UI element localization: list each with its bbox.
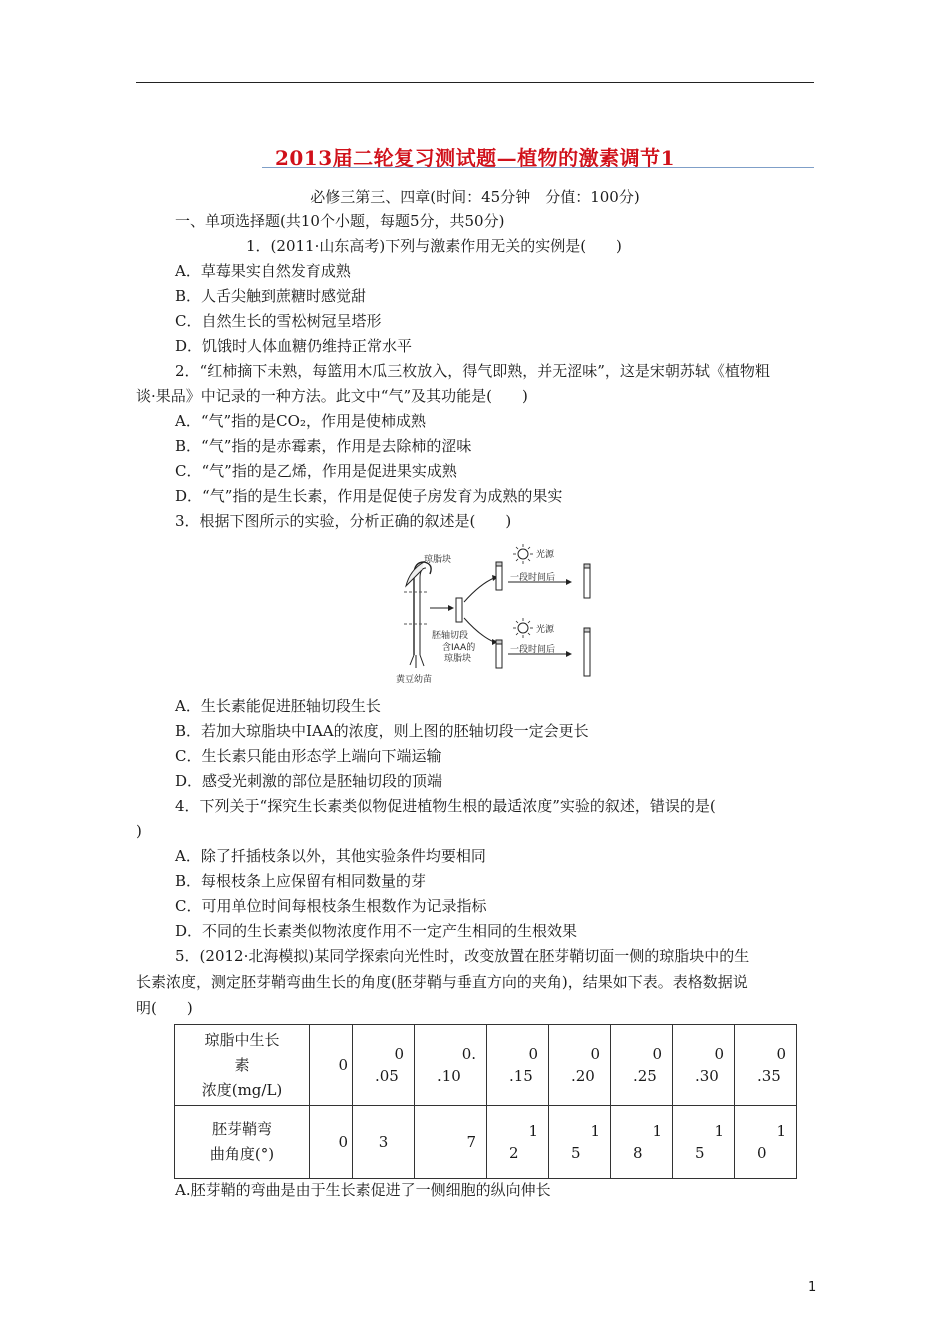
arrow-head xyxy=(448,605,454,611)
cell-top: 0 xyxy=(394,1045,404,1063)
title-underline xyxy=(262,167,814,168)
header-line: 琼脂中生长 xyxy=(204,1030,280,1049)
row-header-angle xyxy=(175,1106,310,1179)
q4-option-a: A．除了扦插枝条以外，其他实验条件均要相同 xyxy=(175,847,486,865)
table-cell xyxy=(549,1106,611,1179)
table-cell xyxy=(611,1106,673,1179)
q2-stem-line2: 谈·果品》中记录的一种方法。此文中“气”及其功能是( ) xyxy=(136,387,528,405)
q2-option-a: A．“气”指的是CO₂，作用是使柿成熟 xyxy=(175,412,426,430)
cell-top: 1 xyxy=(652,1122,662,1140)
header-line: 浓度(mg/L) xyxy=(201,1080,283,1099)
page-title: 2013届二轮复习测试题—植物的激素调节1 xyxy=(274,146,676,170)
table-cell: 3 xyxy=(353,1106,415,1179)
q1-stem: 1．(2011·山东高考)下列与激素作用无关的实例是( ) xyxy=(246,237,622,255)
cell-top: 1 xyxy=(528,1122,538,1140)
cell-top: 0 xyxy=(714,1045,724,1063)
cell-bottom: 0 xyxy=(757,1144,767,1162)
result-segment-top xyxy=(584,568,590,598)
table-cell: 7 xyxy=(415,1106,487,1179)
cell-bottom: .15 xyxy=(509,1067,533,1085)
header-line: 胚芽鞘弯 xyxy=(211,1120,272,1138)
q2-option-c: C．“气”指的是乙烯，作用是促进果实成熟 xyxy=(175,462,457,480)
q4-option-c: C．可用单位时间每根枝条生根数作为记录指标 xyxy=(175,897,487,915)
header-rule xyxy=(136,82,814,83)
q5-stem-line2: 长素浓度，测定胚芽鞘弯曲生长的角度(胚芽鞘与垂直方向的夹角)，结果如下表。表格数据说 xyxy=(136,973,748,991)
cell-bottom: 8 xyxy=(633,1144,643,1162)
row-header-concentration xyxy=(175,1025,310,1106)
cell-top: 1 xyxy=(590,1122,600,1140)
table-cell xyxy=(353,1025,415,1106)
q1-option-b: B．人舌尖触到蔗糖时感觉甜 xyxy=(175,287,367,305)
seedling-stem-inner xyxy=(420,568,426,655)
q4-option-b: B．每根枝条上应保留有相同数量的芽 xyxy=(175,872,427,890)
cell-bottom: .05 xyxy=(375,1067,399,1085)
q4-stem-line1: 4．下列关于“探究生长素类似物促进植物生根的最适浓度”实验的叙述，错误的是( xyxy=(175,797,716,815)
cell-top: 0 xyxy=(590,1045,600,1063)
q5-stem-line1: 5．(2012·北海模拟)某同学探索向光性时，改变放置在胚芽鞘切面一侧的琼脂块中的生 xyxy=(175,947,750,965)
hypocotyl-segment xyxy=(456,598,462,622)
q5-stem-line3: 明( ) xyxy=(136,999,193,1017)
q3-experiment-figure xyxy=(380,540,620,690)
table-cell xyxy=(487,1106,549,1179)
arrow-after-bottom-head xyxy=(566,651,572,657)
table-cell xyxy=(487,1025,549,1106)
header-line: 素 xyxy=(234,1055,250,1074)
q1-option-a: A．草莓果实自然发育成熟 xyxy=(175,262,351,280)
sun-rays-top xyxy=(513,544,533,564)
q4-option-d: D．不同的生长素类似物浓度作用不一定产生相同的生根效果 xyxy=(175,922,578,940)
subtitle: 必修三第三、四章(时间：45分钟 分值：100分) xyxy=(310,188,640,206)
segment-top xyxy=(496,566,502,590)
cell-bottom: 2 xyxy=(509,1144,519,1162)
result-agar-top xyxy=(584,564,590,568)
label-agar: 琼脂块 xyxy=(424,555,452,565)
result-segment-bottom xyxy=(584,632,590,676)
q4-stem-line2: ) xyxy=(136,822,142,840)
label-seedling: 黄豆幼苗 xyxy=(396,675,433,685)
label-light-1: 光源 xyxy=(536,550,555,560)
cell-bottom: .30 xyxy=(695,1067,719,1085)
cell-top: 1 xyxy=(714,1122,724,1140)
table-cell xyxy=(735,1106,797,1179)
q2-option-b: B．“气”指的是赤霉素，作用是去除柿的涩味 xyxy=(175,437,472,455)
sun-icon-bottom xyxy=(518,623,528,633)
q3-option-d: D．感受光刺激的部位是胚轴切段的顶端 xyxy=(175,772,443,790)
table-cell xyxy=(673,1106,735,1179)
q1-option-c: C．自然生长的雪松树冠呈塔形 xyxy=(175,312,382,330)
cell-bottom: 5 xyxy=(695,1144,705,1162)
arrow-after-top-head xyxy=(566,579,572,585)
cell-top: 0 xyxy=(776,1045,786,1063)
q3-option-b: B．若加大琼脂块中IAA的浓度，则上图的胚轴切段一定会更长 xyxy=(175,722,589,740)
q2-stem-line1: 2．“红柿摘下未熟，每篮用木瓜三枚放入，得气即熟，并无涩味”，这是宋朝苏轼《植物粗 xyxy=(175,362,770,380)
seedling-leaf xyxy=(406,562,424,586)
agar-bottom xyxy=(496,640,502,644)
label-light-2: 光源 xyxy=(536,625,555,635)
cell-top: 0 xyxy=(528,1045,538,1063)
label-iaa-2: 琼脂块 xyxy=(444,654,472,664)
result-agar-bottom xyxy=(584,628,590,632)
table-cell xyxy=(549,1025,611,1106)
sun-icon-top xyxy=(518,549,528,559)
agar-top xyxy=(496,562,502,566)
segment-bottom xyxy=(496,644,502,668)
label-iaa-1: 含IAA的 xyxy=(442,643,476,653)
table-cell xyxy=(673,1025,735,1106)
table-cell: 0 xyxy=(310,1106,353,1179)
label-after-1: 一段时间后 xyxy=(510,573,556,583)
seedling-roots xyxy=(410,655,424,668)
arrow-up xyxy=(464,578,494,602)
cell-top: 0 xyxy=(652,1045,662,1063)
arrow-down xyxy=(464,618,494,642)
table-row-angle xyxy=(175,1106,797,1179)
cell-top: 0. xyxy=(461,1045,476,1063)
sun-rays-bottom xyxy=(513,618,533,638)
cell-bottom: .10 xyxy=(437,1067,461,1085)
q2-option-d: D．“气”指的是生长素，作用是促使子房发育为成熟的果实 xyxy=(175,487,563,505)
label-segment: 胚轴切段 xyxy=(432,631,469,641)
cell-top: 1 xyxy=(776,1122,786,1140)
q3-option-c: C．生长素只能由形态学上端向下端运输 xyxy=(175,747,442,765)
table-cell xyxy=(611,1025,673,1106)
q3-option-a: A．生长素能促进胚轴切段生长 xyxy=(175,697,381,715)
q5-data-table xyxy=(174,1024,797,1179)
label-after-2: 一段时间后 xyxy=(510,645,556,655)
cell-bottom: 5 xyxy=(571,1144,581,1162)
table-cell xyxy=(735,1025,797,1106)
table-cell xyxy=(415,1025,487,1106)
q5-option-a: A.胚芽鞘的弯曲是由于生长素促进了一侧细胞的纵向伸长 xyxy=(175,1181,551,1199)
section-heading: 一、单项选择题(共10个小题，每题5分，共50分) xyxy=(175,212,505,230)
table-row-concentration xyxy=(175,1025,797,1106)
q3-stem: 3．根据下图所示的实验，分析正确的叙述是( ) xyxy=(175,512,512,530)
cell-bottom: .20 xyxy=(571,1067,595,1085)
page-number: 1 xyxy=(808,1280,817,1295)
q1-option-d: D．饥饿时人体血糖仍维持正常水平 xyxy=(175,337,413,355)
cell-bottom: .25 xyxy=(633,1067,657,1085)
table-cell: 0 xyxy=(310,1025,353,1106)
cell-bottom: .35 xyxy=(757,1067,781,1085)
header-line: 曲角度(°) xyxy=(209,1145,275,1163)
